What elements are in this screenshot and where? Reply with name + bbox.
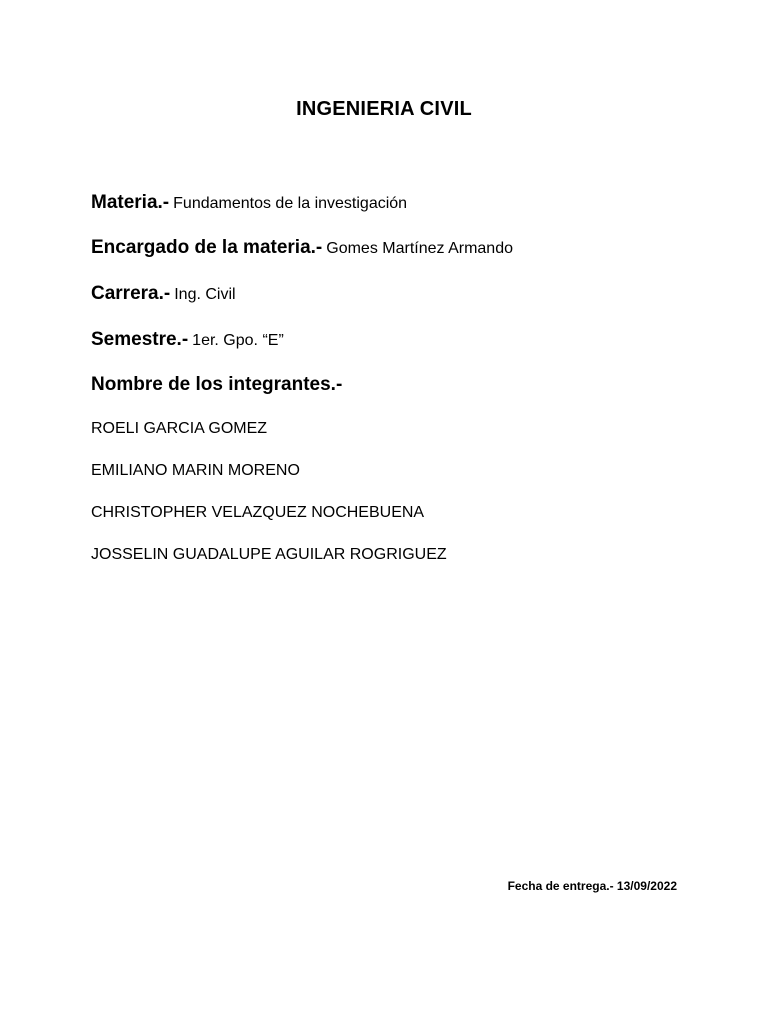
delivery-date: Fecha de entrega.- 13/09/2022: [507, 879, 677, 893]
field-carrera: [91, 283, 236, 305]
field-label: Encargado de la materia.-: [91, 237, 323, 258]
member-name: ROELI GARCIA GOMEZ: [91, 420, 268, 437]
field-encargado: [91, 237, 513, 259]
members-heading: Nombre de los integrantes.-: [91, 374, 343, 395]
member-name: JOSSELIN GUADALUPE AGUILAR ROGRIGUEZ: [91, 546, 447, 563]
field-semestre: [91, 329, 284, 351]
field-value: 1er. Gpo. “E”: [192, 332, 284, 349]
field-label: Semestre.-: [91, 329, 189, 350]
field-label: Carrera.-: [91, 283, 171, 304]
field-materia: [91, 192, 407, 214]
document-title: INGENIERIA CIVIL: [296, 98, 472, 120]
field-value: Gomes Martínez Armando: [326, 240, 513, 257]
field-label: Materia.-: [91, 192, 170, 213]
member-name: EMILIANO MARIN MORENO: [91, 462, 300, 479]
field-value: Ing. Civil: [174, 286, 236, 303]
field-value: Fundamentos de la investigación: [173, 195, 408, 212]
member-name: CHRISTOPHER VELAZQUEZ NOCHEBUENA: [91, 504, 425, 521]
